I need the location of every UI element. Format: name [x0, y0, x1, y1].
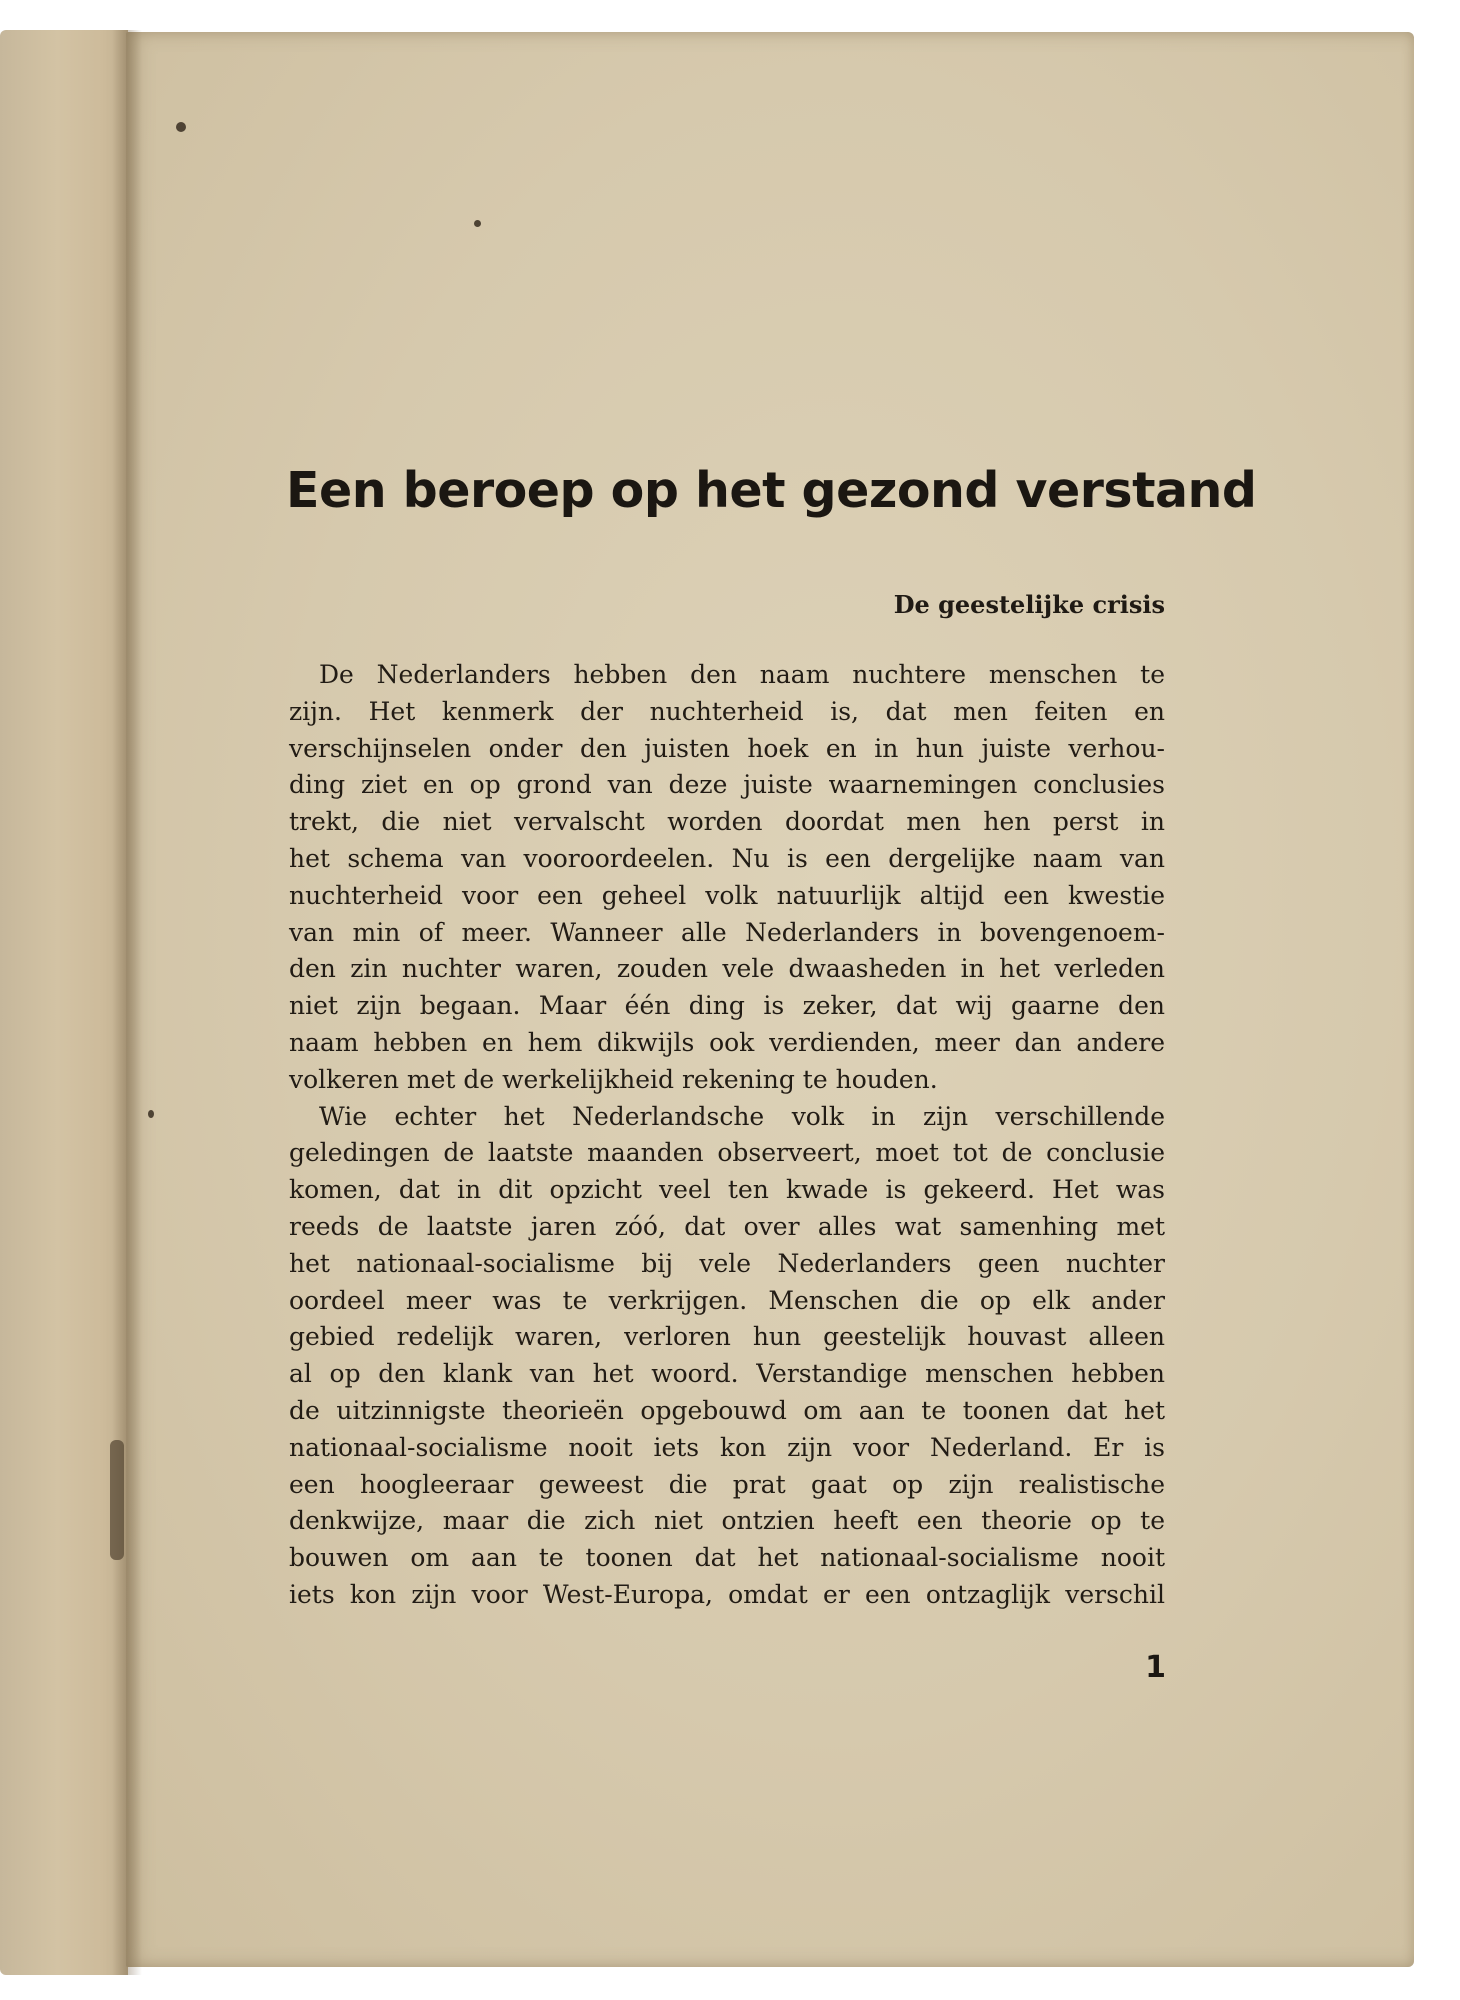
paper-speck: [176, 122, 186, 132]
text-line: volkeren met de werkelijkheid rekening te houden.: [289, 1064, 938, 1094]
text-line: van min of meer. Wanneer alle Nederlanders in bovengenoem-: [289, 917, 1165, 947]
paper-speck: [148, 1110, 154, 1118]
text-line: naam hebben en hem dikwijls ook verdienden, meer dan andere: [289, 1027, 1165, 1057]
paragraph: [289, 657, 1165, 1099]
text-line: de uitzinnigste theorieën opgebouwd om aan te toonen dat het: [289, 1395, 1165, 1425]
binding-damage: [110, 1440, 124, 1560]
text-line: oordeel meer was te verkrijgen. Menschen die op elk ander: [289, 1285, 1165, 1315]
text-line: ding ziet en op grond van deze juiste waarnemingen conclusies: [289, 770, 1165, 800]
gutter-shadow: [112, 30, 142, 1975]
text-line: den zin nuchter waren, zouden vele dwaasheden in het verleden: [289, 954, 1165, 984]
page-number: 1: [1145, 1650, 1166, 1685]
paper-speck: [474, 220, 481, 227]
text-line: verschijnselen onder den juisten hoek en in hun juiste verhou-: [289, 733, 1165, 763]
page-title: Een beroep op het gezond verstand: [286, 462, 1257, 519]
text-line: het nationaal-socialisme bij vele Nederlanders geen nuchter: [289, 1248, 1165, 1278]
text-line: het schema van vooroordeelen. Nu is een dergelijke naam van: [289, 843, 1165, 873]
text-line: De Nederlanders hebben den naam nuchtere menschen te: [319, 660, 1165, 689]
text-line: al op den klank van het woord. Verstandige menschen hebben: [289, 1359, 1165, 1389]
text-line: een hoogleeraar geweest die prat gaat op zijn realistische: [289, 1469, 1165, 1499]
text-line: denkwijze, maar die zich niet ontzien heeft een theorie op te: [289, 1506, 1165, 1536]
text-line: zijn. Het kenmerk der nuchterheid is, dat men feiten en: [289, 696, 1165, 726]
text-line: gebied redelijk waren, verloren hun geestelijk houvast alleen: [289, 1322, 1165, 1352]
book-spine: [0, 30, 128, 1975]
text-line: Wie echter het Nederlandsche volk in zijn verschillende: [319, 1101, 1165, 1131]
text-line: iets kon zijn voor West-Europa, omdat er een ontzaglijk verschil: [289, 1579, 1165, 1609]
text-line: nuchterheid voor een geheel volk natuurlijk altijd een kwestie: [289, 880, 1165, 910]
body-text: [289, 657, 1165, 1614]
text-line: niet zijn begaan. Maar één ding is zeker, dat wij gaarne den: [289, 991, 1165, 1021]
text-line: reeds de laatste jaren zóó, dat over alles wat samenhing met: [289, 1211, 1165, 1241]
text-line: bouwen om aan te toonen dat het nationaal-socialisme nooit: [289, 1543, 1165, 1573]
text-line: geledingen de laatste maanden observeert, moet tot de conclusie: [289, 1138, 1165, 1168]
paragraph: [289, 1099, 1165, 1614]
text-line: trekt, die niet vervalscht worden doordat men hen perst in: [289, 807, 1165, 837]
text-line: nationaal-socialisme nooit iets kon zijn voor Nederland. Er is: [289, 1432, 1165, 1462]
section-heading: De geestelijke crisis: [893, 590, 1165, 619]
text-line: komen, dat in dit opzicht veel ten kwade is gekeerd. Het was: [289, 1175, 1165, 1205]
